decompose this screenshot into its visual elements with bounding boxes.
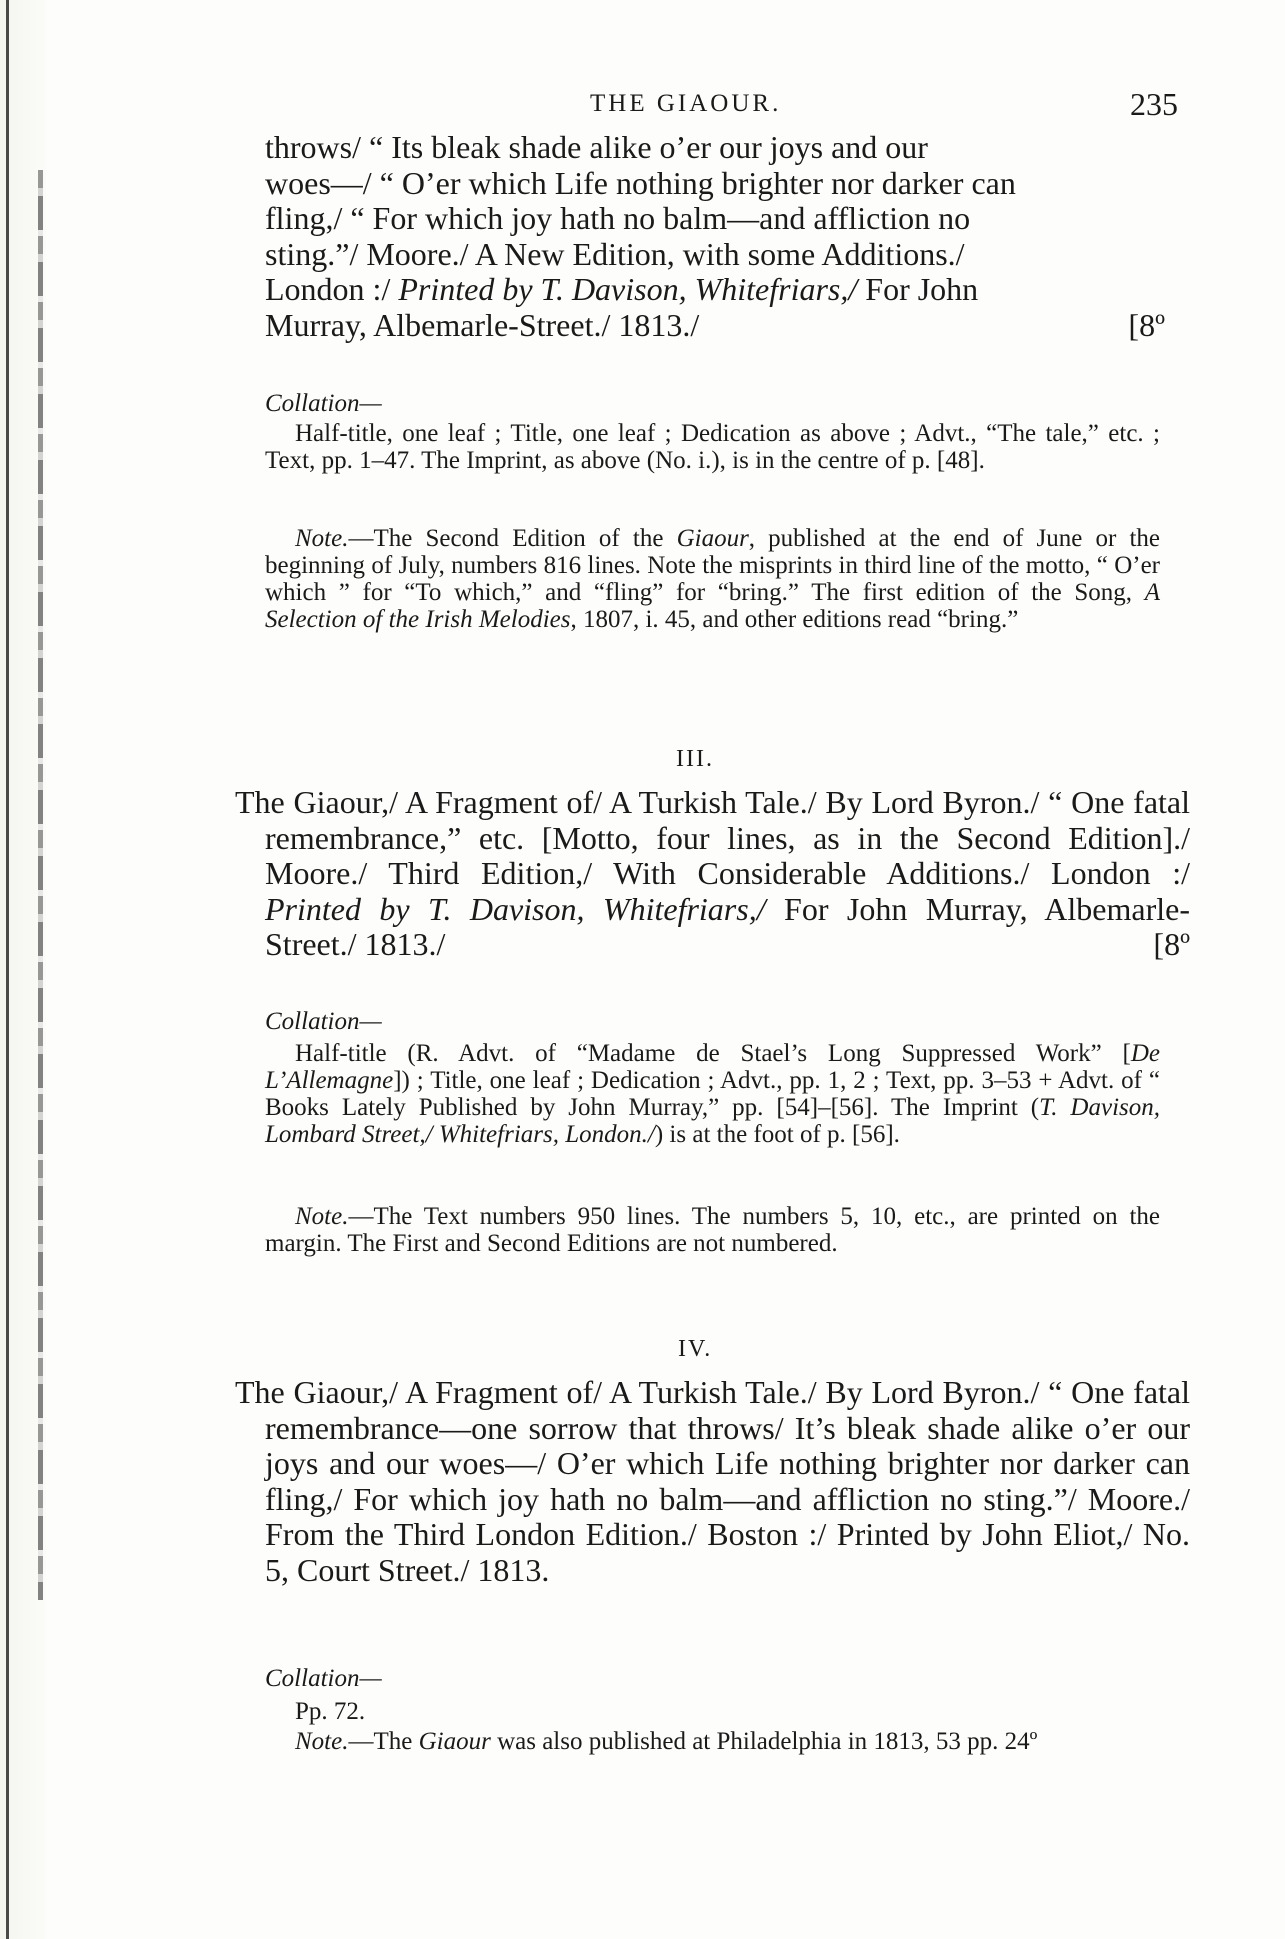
binding-shadow: [6, 0, 9, 1939]
title-line: Murray, Albemarle-Street./ 1813./ [8º: [265, 306, 1165, 343]
title-line: sting.”/ Moore./ A New Edition, with some Additions./: [265, 235, 965, 272]
binding-edge: [38, 170, 43, 1600]
collation-text: Half-title, one leaf ; Title, one leaf ; Dedication as above ; Advt., “The tale,” etc. ; Text, pp. 1–47. The Imprint, as above (No. i.), is in the centre of p. [48].: [265, 420, 1160, 474]
running-title: THE GIAOUR.: [590, 90, 782, 117]
title-line: woes—/ “ O’er which Life nothing brighter nor darker can: [265, 164, 1016, 201]
printer-italic: Printed by T. Davison, Whitefriars,/: [398, 271, 858, 307]
collation-text: Half-title (R. Advt. of “Madame de Stael’s Long Suppressed Work” [De L’Allemagne]) ; Title, one leaf ; Dedication ; Advt., pp. 1, 2 ; Text, pp. 3–53 + Advt. of “ Books Lately Published by John Murray,” pp. [54]–[56]. The Imprint (T. Davison, Lombard Street,/ Whitefriars, London./) is at the foot of p. [56].: [265, 1040, 1160, 1148]
collation-label: Collation—: [265, 1008, 382, 1035]
collation-label: Collation—: [265, 1665, 382, 1692]
format: [8º: [1128, 306, 1165, 343]
title-line: London :/ Printed by T. Davison, Whitefriars,/ For John: [265, 271, 979, 307]
title-line: throws/ “ Its bleak shade alike o’er our joys and our: [265, 129, 928, 165]
entry-numeral: III.: [676, 746, 714, 772]
entry-ii-title: [265, 130, 1165, 343]
entry-iv-title: The Giaour,/ A Fragment of/ A Turkish Tale./ By Lord Byron./ “ One fatal remembrance—one sorrow that throws/ It’s bleak shade alike o’er our joys and our woes—/ O’er which Life nothing brighter nor darker can fling,/ For which joy hath no balm—and affliction no sting.”/ Moore./ From the Third London Edition./ Boston :/ Printed by John Eliot,/ No. 5, Court Street./ 1813.: [235, 1374, 1190, 1588]
entry-iii-title: The Giaour,/ A Fragment of/ A Turkish Tale./ By Lord Byron./ “ One fatal remembrance,” etc. [Motto, four lines, as in the Second Edition]./ Moore./ Third Edition,/ With Considerable Additions./ London :/ Printed by T. Davison, Whitefriars,/ For John Murray, Albemarle-Street./ 1813./ [8º: [235, 784, 1191, 962]
note: Note.—The Text numbers 950 lines. The numbers 5, 10, etc., are printed on the margin. The First and Second Editions are not numbered.: [265, 1203, 1160, 1257]
title-line: fling,/ “ For which joy hath no balm—and affliction no: [265, 200, 971, 236]
format: [8º: [1153, 926, 1190, 962]
entry-numeral: IV.: [678, 1336, 713, 1362]
note: Note.—The Second Edition of the Giaour, published at the end of June or the beginning of July, numbers 816 lines. Note the misprints in third line of the motto, “ O’er which ” for “To which,” and “fling” for “bring.” The first edition of the Song, A Selection of the Irish Melodies, 1807, i. 45, and other editions read “bring.”: [265, 525, 1160, 633]
running-head: [0, 86, 1285, 130]
collation-text: Pp. 72.: [295, 1698, 366, 1725]
collation-label: Collation—: [265, 390, 382, 417]
note: Note.—The Giaour was also published at Philadelphia in 1813, 53 pp. 24º: [295, 1728, 1038, 1755]
page-number: 235: [1130, 86, 1178, 122]
